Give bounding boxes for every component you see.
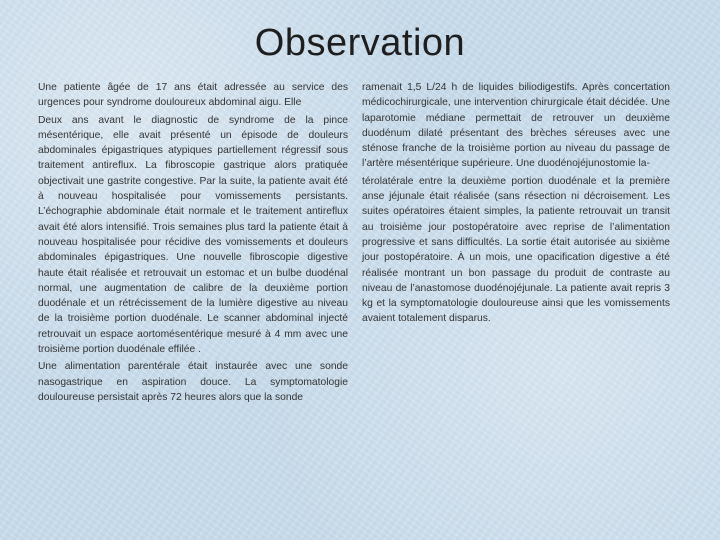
slide-title: Observation — [254, 22, 466, 64]
right-paragraph-1: ramenait 1,5 L/24 h de liquides biliodigestifs. Après concertation médicochirurgicale, une intervention chirurgicale était décidée. Une laparotomie médiane permettait de retrouver un deuxième duodénum dilaté présentant des brèches séreuses avec une sténose franche de la troisième portion au niveau du passage de l’artère mésentérique supérieure. Une duodénojéjunostomie la- — [362, 82, 670, 170]
left-paragraph-2: Deux ans avant le diagnostic de syndrome de la pince mésentérique, elle avait présenté un épisode de douleurs abdominales épigastriques atypiques partiellement régressif sous traitement antireflux. La fibroscopie gastrique alors pratiquée objectivait une gastrite congestive. Par la suite, la patiente avait été à nouveau hospitalisée pour vomissements persistants. L’échographie abdominale était normale et le traitement antireflux avait été alors intensifié. Trois semaines plus tard la patiente était à nouveau hospitalisée pour récidive des vomissements et douleurs abdominales épigastriques. Une nouvelle fibroscopie digestive haute était réalisée et retrouvait un estomac et un bulbe duodénal normal, une augmentation de calibre de la deuxième portion duodénale et un rétrécissement de la lumière digestive au niveau de la troisième portion duodénale. Le scanner abdominal injecté retrouvait un espace aortomésentérique mesuré à 4 mm avec une troisième portion duodénale effilée . — [38, 114, 348, 356]
left-paragraph-3: Une alimentation parentérale était instaurée avec une sonde nasogastrique en aspiration douce. La symptomatologie douloureuse persistait après 72 heures alors que la sonde — [38, 361, 348, 403]
right-paragraph-2: térolatérale entre la deuxième portion duodénale et la première anse jéjunale était réalisée (sans résection ni décroisement. Les suites opératoires étaient simples, la patiente retrouvait un transit au troisième jour postopératoire avec reprise de l’alimentation progressive et sans difficultés. La sortie était autorisée au sixième jour postopératoire. À un mois, une opacification digestive a été réalisée montrant un bon passage du produit de contraste au niveau de l’anastomose duodénojéjunale. La patiente avait repris 3 kg et la symptomatologie douloureuse ainsi que les vomissements avaient totalement disparus. — [362, 175, 670, 325]
left-paragraph-1: Une patiente âgée de 17 ans était adressée au service des urgences pour syndrome douloureux abdominal aigu. Elle — [38, 82, 348, 109]
left-text-column — [38, 80, 348, 407]
right-text-column — [362, 80, 670, 329]
